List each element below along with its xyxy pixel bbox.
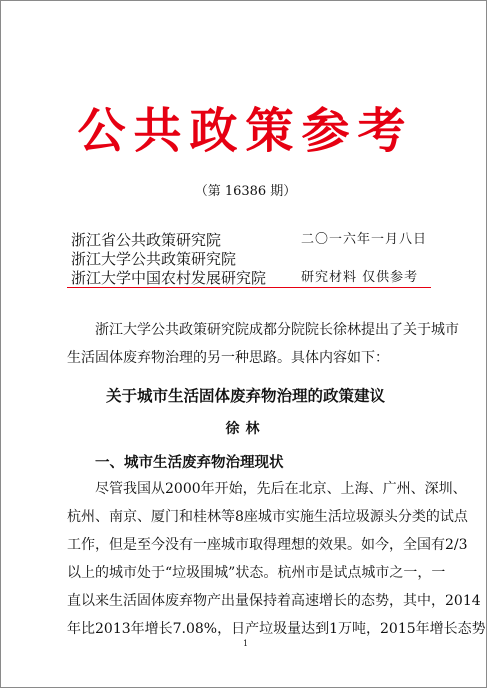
organization-1: 浙江省公共政策研究院 bbox=[71, 231, 222, 249]
body-line: 杭州、南京、厦门和桂林等8座城市实施生活垃圾源头分类的试点 bbox=[67, 509, 468, 525]
intro-line: 浙江大学公共政策研究院成都分院院长徐林提出了关于城市 bbox=[95, 322, 459, 338]
body-line: 年比2013年增长7.08%，日产垃圾量达到1万吨，2015年增长态势 bbox=[67, 621, 486, 637]
article-author: 徐林 bbox=[225, 421, 266, 437]
issue-number: （第 16386 期） bbox=[194, 184, 297, 199]
intro-line: 生活固体废弃物治理的另一种思路。具体内容如下： bbox=[67, 350, 389, 366]
section-heading: 一、城市生活废弃物治理现状 bbox=[95, 454, 284, 471]
organization-3: 浙江大学中国农村发展研究院 bbox=[71, 269, 267, 287]
body-line: 以上的城市处于“垃圾围城”状态。杭州市是试点城市之一，一 bbox=[67, 565, 446, 581]
header-divider bbox=[67, 287, 431, 288]
article-title: 关于城市生活固体废弃物治理的政策建议 bbox=[105, 386, 385, 405]
page-number: 1 bbox=[242, 639, 249, 648]
issue-date: 二〇一六年一月八日 bbox=[301, 232, 428, 247]
body-line: 直以来生活固体废弃物产出量保持着高速增长的态势，其中，2014 bbox=[67, 593, 481, 609]
body-paragraph bbox=[67, 475, 486, 643]
intro-paragraph bbox=[67, 316, 459, 372]
organization-2: 浙江大学公共政策研究院 bbox=[71, 250, 237, 268]
circulation-note: 研究材料 仅供参考 bbox=[301, 270, 419, 285]
masthead-title: 公共政策参考 bbox=[77, 103, 414, 159]
body-line: 工作，但是至今没有一座城市取得理想的效果。如今，全国有2/3 bbox=[67, 537, 468, 553]
body-line: 尽管我国从2000年开始，先后在北京、上海、广州、深圳、 bbox=[95, 481, 467, 497]
